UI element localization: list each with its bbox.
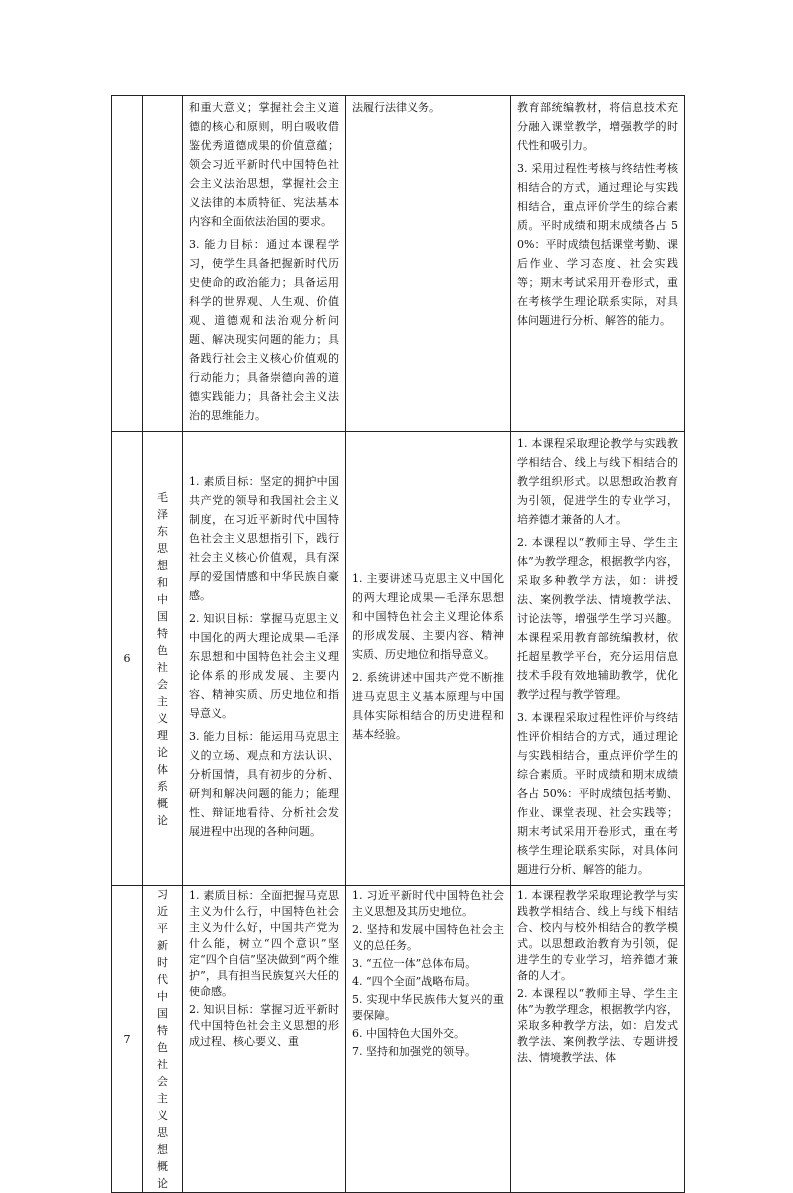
teaching-methods [511,96,685,432]
content-text: 2. 系统讲述中国共产党不断推进马克思主义基本原理与中国具体实际相结合的历史进程和基本经验。 [352,671,504,741]
teaching-methods [511,886,685,1193]
method-text: 1. 本课程教学采取理论教学与实践教学相结合、线上与线下相结合、校内与校外相结合的教学模式。以思想政治教育为引领，促进学生的专业学习，培养德才兼备的人才。 [517,889,678,982]
method-text: 3. 采用过程性考核与终结性考核相结合的方式，通过理论与实践相结合，重点评价学生的综合素质。平时成绩和期末成绩各占 50%：平时成绩包括课堂考勤、课后作业、学习态度、社会实践等；期末考试采用开卷形式，重在考核学生理论联系实际，对具体问题进行分析、解答的能力。 [517,162,678,327]
content-text: 6. 中国特色大国外交。 [352,1027,465,1040]
course-goals [183,96,346,432]
course-goals [183,432,346,886]
goal-text: 2. 知识目标：掌握马克思主义中国化的两大理论成果—毛泽东思想和中国特色社会主义理论体系的形成发展、主要内容、精神实质、历史地位和指导意义。 [189,612,339,720]
method-text: 教育部统编教材，将信息技术充分融入课堂教学，增强教学的时代性和吸引力。 [517,101,678,152]
row-number [112,96,143,432]
method-text: 3. 本课程采取过程性评价与终结性评价相结合的方式，通过理论与实践相结合，重点评价学生的综合素质。平时成绩和期末成绩各占 50%：平时成绩包括考勤、作业、课堂表现、社会实践等；期末考试采用开卷形式，重在考核学生理论联系实际，对具体问题进行分析、解答的能力。 [517,711,678,876]
table-row [112,886,685,1193]
goal-text: 1. 素质目标：全面把握马克思主义为什么行，中国特色社会主义为什么好，中国共产党为什么能，树立“四个意识”坚定“四个自信”坚决做到“两个维护”，具有担当民族复兴大任的使命感。 [189,889,339,998]
curriculum-table [111,95,685,1193]
table-row [112,96,685,432]
course-name-text: 习近平新时代中国特色社会主义思想概论 [157,888,168,1190]
teaching-methods [511,432,685,886]
goal-text: 2. 知识目标：掌握习近平新时代中国特色社会主义思想的形成过程、核心要义、重 [189,1003,339,1048]
content-text: 7. 坚持和加强党的领导。 [352,1045,476,1058]
method-text: 2. 本课程以“教师主导、学生主体”为教学理念，根据教学内容，采取多种教学方法，如：讲授法、案例教学法、情境教学法、讨论法等，增强学生学习兴趣。本课程采用教育部统编教材，依托超星教学平台，充分运用信息技术手段有效地辅助教学，优化教学过程与教学管理。 [517,536,678,701]
method-text: 2. 本课程以“教师主导、学生主体”为教学理念，根据教学内容，采取多种教学方法，如：启发式教学法、案例教学法、专题讲授法、情境教学法、体 [517,987,678,1064]
table-row [112,432,685,886]
goal-text: 1. 素质目标：坚定的拥护中国共产党的领导和我国社会主义制度，在习近平新时代中国特色社会主义思想指引下，践行社会主义核心价值观，具有深厚的爱国情感和中华民族自豪感。 [189,475,339,602]
course-goals [183,886,346,1193]
course-content [346,886,511,1193]
goal-text: 3. 能力目标：通过本课程学习，使学生具备把握新时代历史使命的政治能力；具备运用科学的世界观、人生观、价值观、道德观和法治观分析问题、解决现实问题的能力；具备践行社会主义核心价值观的行动能力；具备崇德向善的道德实践能力；具备社会主义法治的思维能力。 [189,238,339,422]
goal-text: 3. 能力目标：能运用马克思主义的立场、观点和方法认识、分析国情，具有初步的分析、研判和解决问题的能力；能理性、辩证地看待、分析社会发展进程中出现的各种问题。 [189,730,339,838]
course-name-text: 毛泽东思想和中国特色社会主义理论体系概论 [157,490,168,827]
course-content [346,96,511,432]
row-number: 7 [112,886,143,1193]
content-text: 1. 习近平新时代中国特色社会主义思想及其历史地位。 [352,889,504,918]
content-text: 1. 主要讲述马克思主义中国化的两大理论成果—毛泽东思想和中国特色社会主义理论体系的形成发展、主要内容、精神实质、历史地位和指导意义。 [352,572,504,661]
content-text: 2. 坚持和发展中国特色社会主义的总任务。 [352,923,504,952]
course-name [143,432,183,886]
content-text: 5. 实现中华民族伟大复兴的重要保障。 [352,993,504,1022]
content-text: 4. “四个全面”战略布局。 [352,975,477,988]
row-number: 6 [112,432,143,886]
goal-text: 和重大意义；掌握社会主义道德的核心和原则，明白吸收借鉴优秀道德成果的价值意蕴；领会习近平新时代中国特色社会主义法治思想，掌握社会主义法律的本质特征、宪法基本内容和全面依法治国的要求。 [189,101,339,228]
course-name [143,96,183,432]
method-text: 1. 本课程采取理论教学与实践教学相结合、线上与线下相结合的教学组织形式。以思想政治教育为引领，促进学生的专业学习，培养德才兼备的人才。 [517,437,678,526]
course-content [346,432,511,886]
content-text: 法履行法律义务。 [352,101,440,114]
content-text: 3. “五位一体”总体布局。 [352,957,477,970]
course-name [143,886,183,1193]
